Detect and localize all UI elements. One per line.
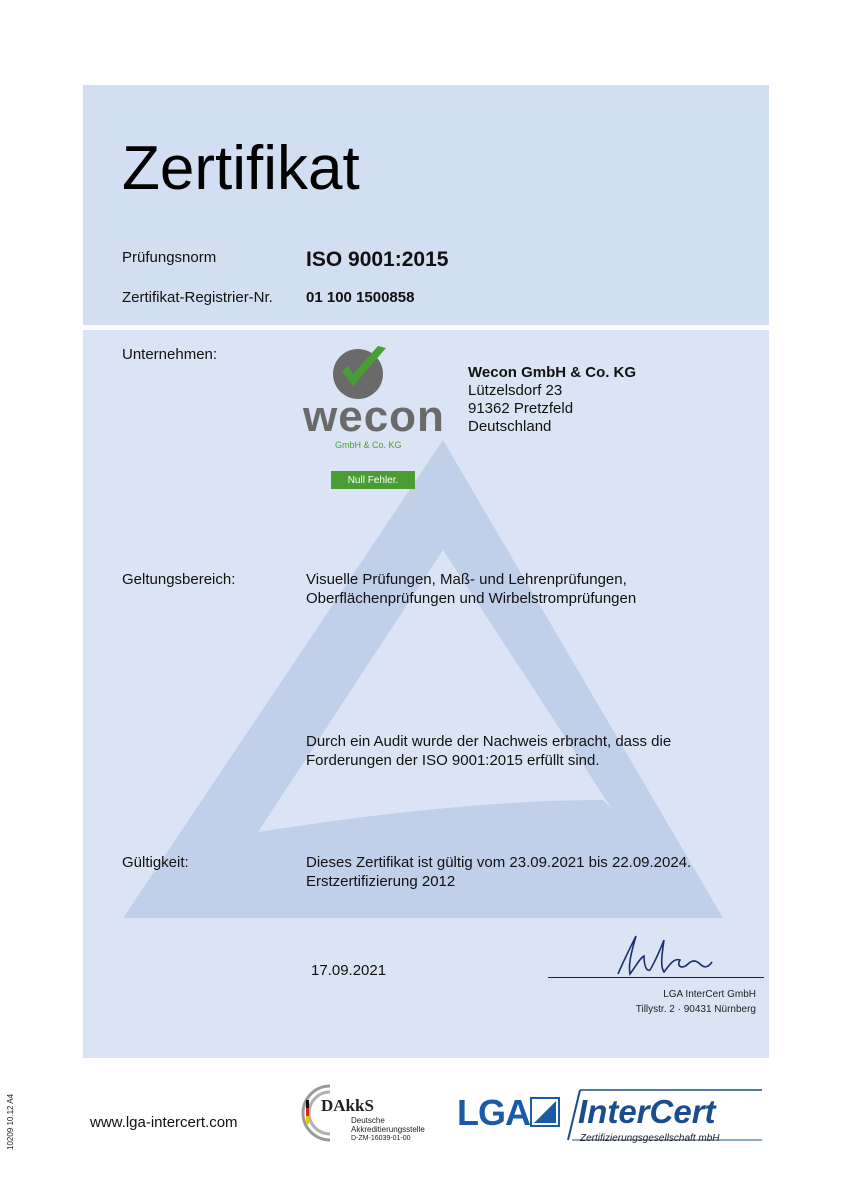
company-label: Unternehmen:	[122, 346, 218, 363]
form-code: 10209 10.12 A4	[6, 1093, 15, 1150]
scope-line-1: Visuelle Prüfungen, Maß- und Lehrenprüfungen,	[306, 571, 627, 588]
dakks-title: DAkkS	[321, 1096, 374, 1115]
company-name: Wecon GmbH & Co. KG	[468, 364, 637, 381]
dakks-logo-text	[321, 1096, 425, 1143]
issuer-address: Tillystr. 2 · 90431 Nürnberg	[635, 1004, 756, 1015]
dakks-line-3: D-ZM-16039-01-00	[351, 1135, 411, 1142]
intercert-logo-subtitle: Zertifizierungsgesellschaft mbH	[580, 1133, 720, 1144]
wecon-logo-subtitle: GmbH & Co. KG	[335, 440, 402, 450]
certificate-title: Zertifikat	[122, 134, 360, 203]
registration-label: Zertifikat-Registrier-Nr.	[122, 289, 273, 306]
standard-label: Prüfungsnorm	[122, 249, 217, 266]
company-street: Lützelsdorf 23	[468, 382, 563, 399]
validity-line-1: Dieses Zertifikat ist gültig vom 23.09.2021 bis 22.09.2024.	[306, 854, 692, 871]
issue-date: 17.09.2021	[311, 962, 387, 979]
website-link[interactable]: www.lga-intercert.com	[90, 1114, 238, 1131]
lga-logo-word: LGA	[457, 1092, 530, 1133]
scope-label: Geltungsbereich:	[122, 571, 236, 588]
company-city: 91362 Pretzfeld	[468, 400, 574, 417]
audit-statement-line-1: Durch ein Audit wurde der Nachweis erbracht, dass die	[306, 733, 672, 750]
issuer-name: LGA InterCert GmbH	[663, 989, 756, 1000]
scope-line-2: Oberflächenprüfungen und Wirbelstromprüfungen	[306, 590, 637, 607]
company-address	[468, 364, 636, 436]
intercert-logo-word: InterCert	[578, 1093, 716, 1130]
validity-line-2: Erstzertifizierung 2012	[306, 873, 456, 890]
dakks-line-1: Deutsche	[351, 1116, 385, 1125]
signature-icon	[610, 930, 720, 980]
registration-number: 01 100 1500858	[306, 289, 415, 306]
wecon-logo-word: wecon	[303, 392, 445, 441]
dakks-line-2: Akkreditierungsstelle	[351, 1125, 425, 1134]
null-fehler-badge: Null Fehler.	[331, 471, 415, 489]
validity-label: Gültigkeit:	[122, 854, 189, 871]
lga-logo-mark-icon	[530, 1097, 560, 1127]
audit-statement-line-2: Forderungen der ISO 9001:2015 erfüllt sind.	[306, 752, 600, 769]
signature-line	[548, 977, 764, 978]
company-country: Deutschland	[468, 418, 552, 435]
standard-value: ISO 9001:2015	[306, 248, 449, 271]
